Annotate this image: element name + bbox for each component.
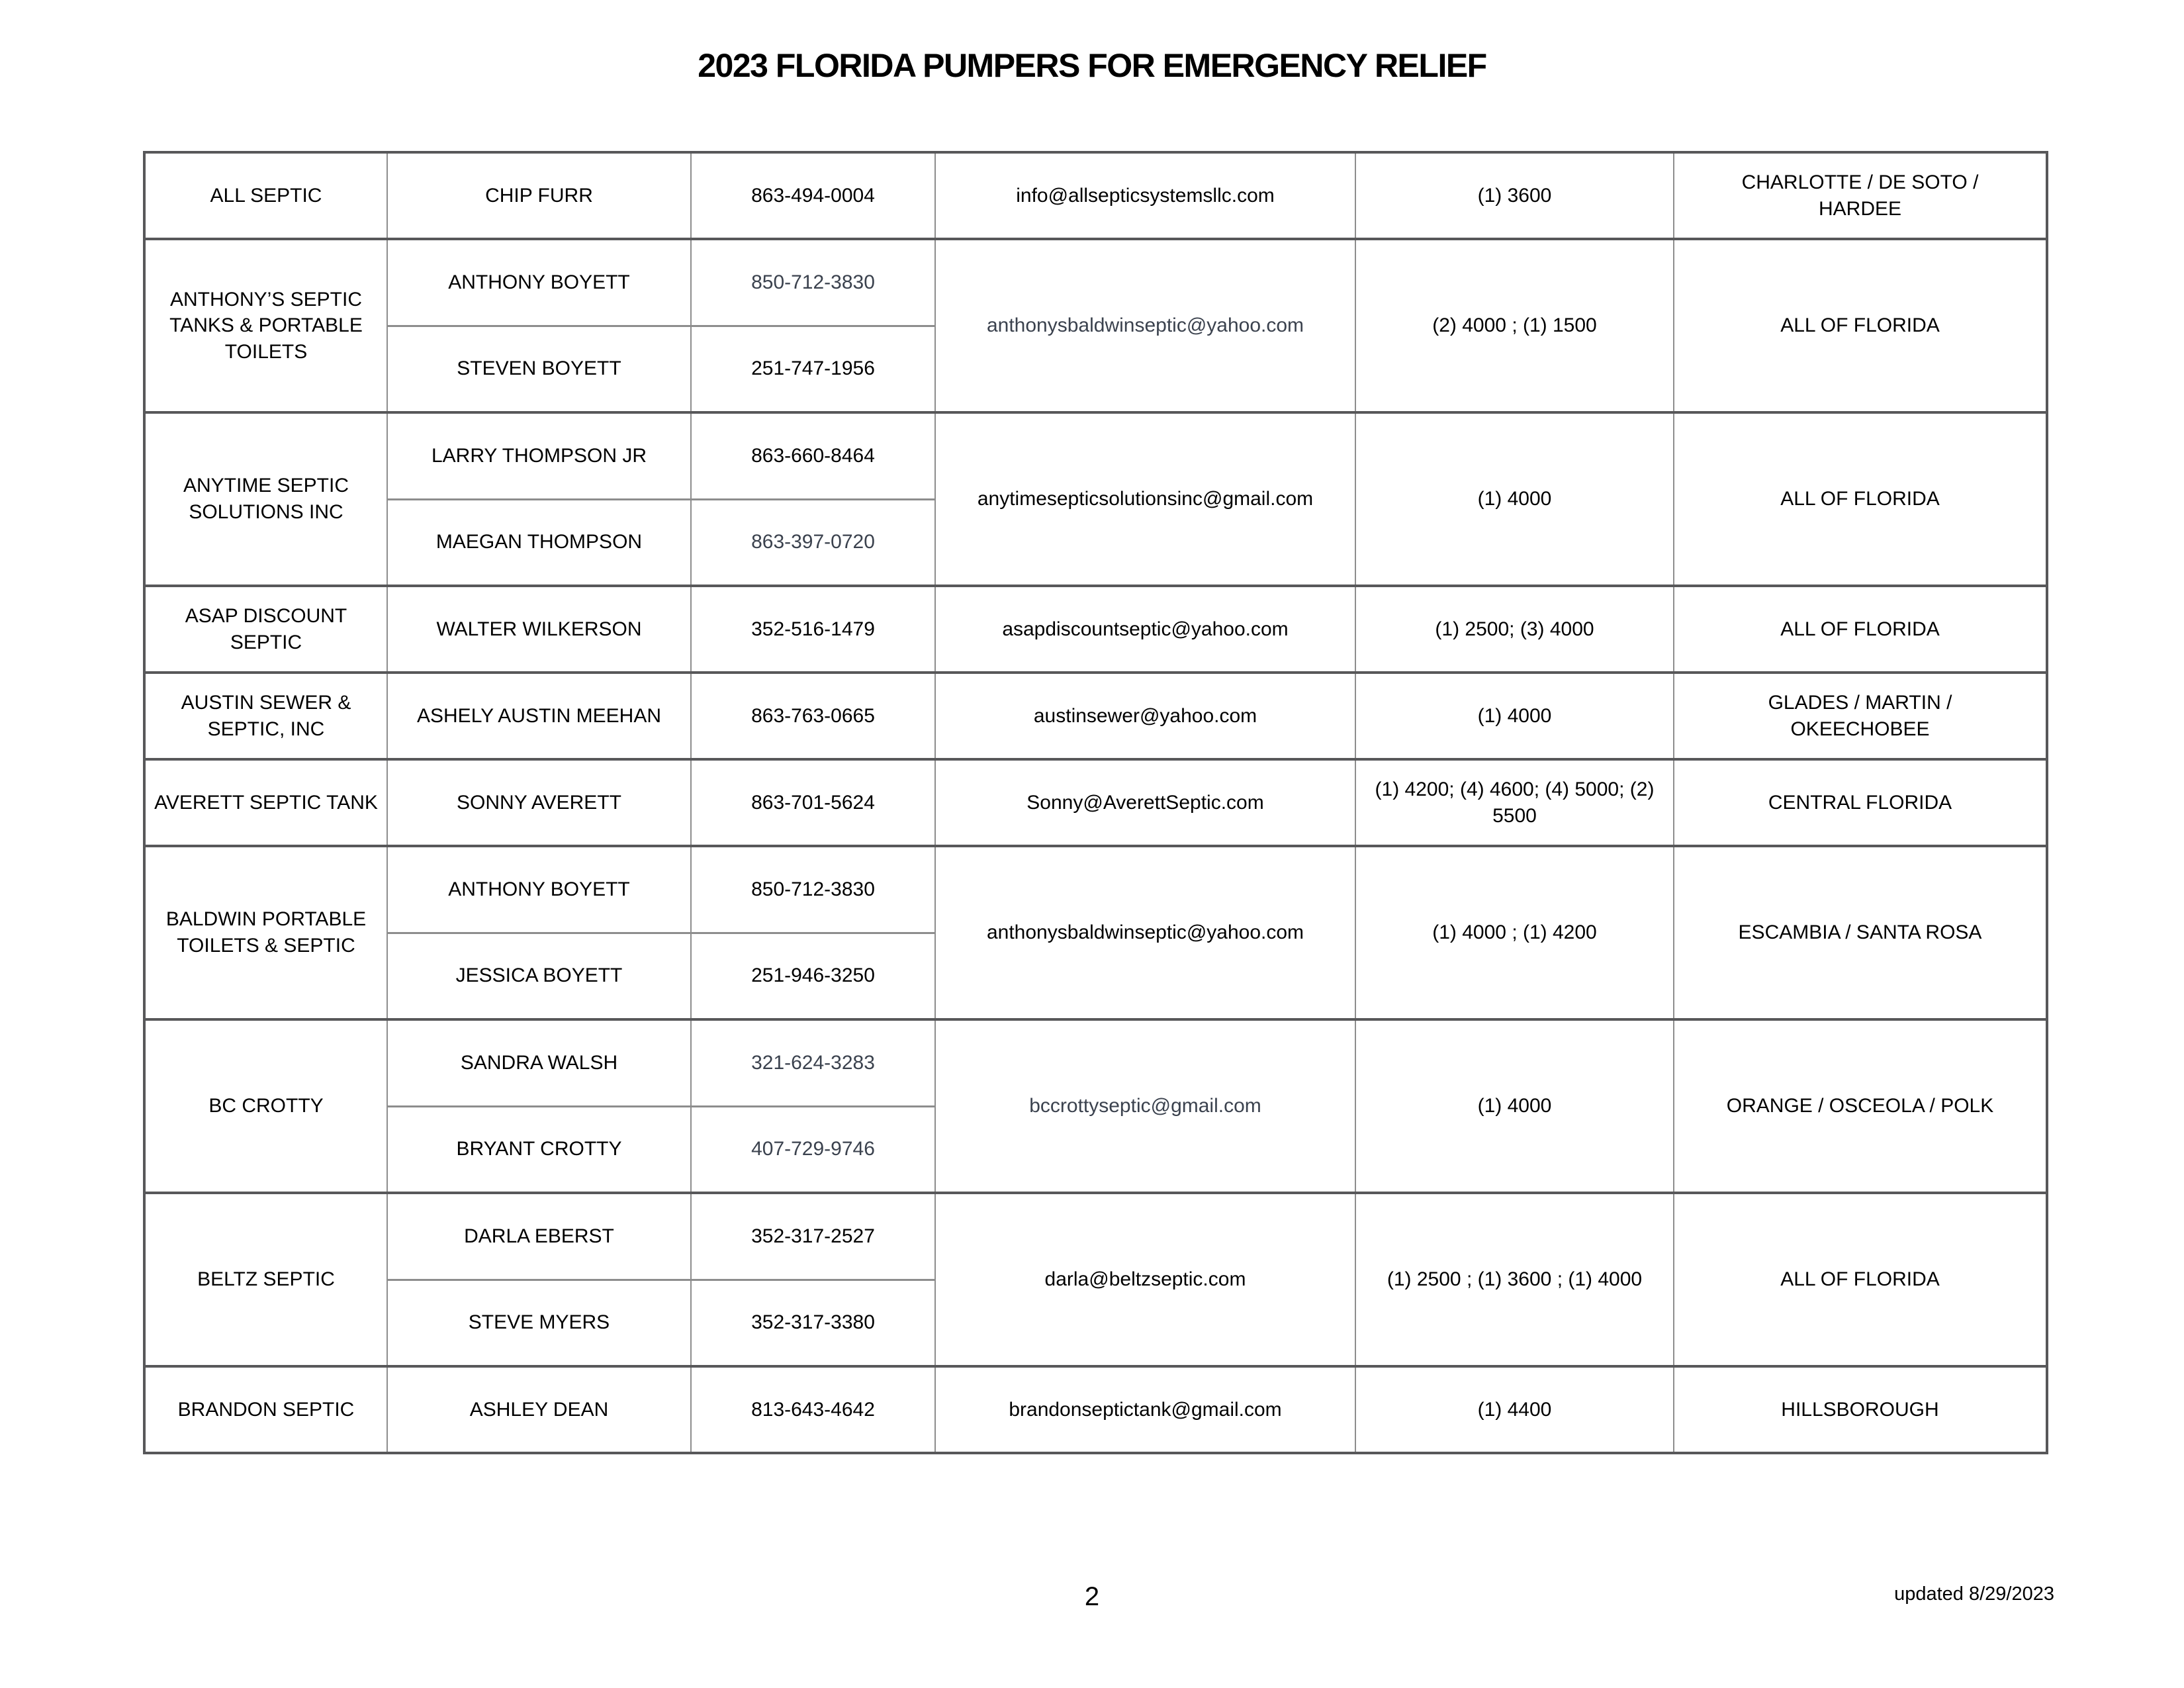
company-cell: ANYTIME SEPTIC SOLUTIONS INC bbox=[144, 412, 387, 586]
email-link[interactable]: anthonysbaldwinseptic@yahoo.com bbox=[935, 239, 1355, 412]
region-cell: CHARLOTTE / DE SOTO / HARDEE bbox=[1674, 152, 2047, 239]
email-cell: darla@beltzseptic.com bbox=[935, 1193, 1355, 1366]
region-cell: ALL OF FLORIDA bbox=[1674, 239, 2047, 412]
contact-cell: STEVEN BOYETT bbox=[387, 326, 691, 412]
phone-cell: 251-946-3250 bbox=[691, 933, 935, 1019]
contact-cell: STEVE MYERS bbox=[387, 1280, 691, 1366]
updated-date: updated 8/29/2023 bbox=[1894, 1583, 2054, 1605]
company-cell: BELTZ SEPTIC bbox=[144, 1193, 387, 1366]
phone-cell: 251-747-1956 bbox=[691, 326, 935, 412]
email-cell: info@allsepticsystemsllc.com bbox=[935, 152, 1355, 239]
capacity-cell: (1) 4200; (4) 4600; (4) 5000; (2) 5500 bbox=[1355, 759, 1674, 846]
email-cell: anytimesepticsolutionsinc@gmail.com bbox=[935, 412, 1355, 586]
capacity-cell: (1) 3600 bbox=[1355, 152, 1674, 239]
contact-cell: BRYANT CROTTY bbox=[387, 1106, 691, 1193]
phone-cell: 850-712-3830 bbox=[691, 846, 935, 933]
phone-link[interactable]: 321-624-3283 bbox=[691, 1019, 935, 1106]
table-row bbox=[144, 1366, 2047, 1453]
region-cell: ESCAMBIA / SANTA ROSA bbox=[1674, 846, 2047, 1019]
email-link[interactable]: bccrottyseptic@gmail.com bbox=[935, 1019, 1355, 1193]
pumpers-table bbox=[143, 151, 2048, 1454]
email-cell: asapdiscountseptic@yahoo.com bbox=[935, 586, 1355, 673]
phone-cell: 863-763-0665 bbox=[691, 673, 935, 759]
region-cell: ALL OF FLORIDA bbox=[1674, 1193, 2047, 1366]
contact-cell: MAEGAN THOMPSON bbox=[387, 499, 691, 586]
company-cell: BRANDON SEPTIC bbox=[144, 1366, 387, 1453]
table-row bbox=[144, 412, 2047, 499]
capacity-cell: (2) 4000 ; (1) 1500 bbox=[1355, 239, 1674, 412]
phone-cell: 352-317-2527 bbox=[691, 1193, 935, 1280]
contact-cell: WALTER WILKERSON bbox=[387, 586, 691, 673]
table-row bbox=[144, 673, 2047, 759]
email-cell: anthonysbaldwinseptic@yahoo.com bbox=[935, 846, 1355, 1019]
contact-cell: SONNY AVERETT bbox=[387, 759, 691, 846]
phone-link[interactable]: 407-729-9746 bbox=[691, 1106, 935, 1193]
table-row bbox=[144, 1019, 2047, 1106]
contact-cell: CHIP FURR bbox=[387, 152, 691, 239]
company-cell: BALDWIN PORTABLE TOILETS & SEPTIC bbox=[144, 846, 387, 1019]
capacity-cell: (1) 4000 ; (1) 4200 bbox=[1355, 846, 1674, 1019]
company-cell: AVERETT SEPTIC TANK bbox=[144, 759, 387, 846]
page-title: 2023 FLORIDA PUMPERS FOR EMERGENCY RELIEF bbox=[698, 47, 1486, 84]
table-row bbox=[144, 586, 2047, 673]
contact-cell: ASHLEY DEAN bbox=[387, 1366, 691, 1453]
company-cell: ANTHONY’S SEPTIC TANKS & PORTABLE TOILETS bbox=[144, 239, 387, 412]
phone-cell: 352-516-1479 bbox=[691, 586, 935, 673]
phone-link[interactable]: 850-712-3830 bbox=[691, 239, 935, 326]
phone-cell: 813-643-4642 bbox=[691, 1366, 935, 1453]
phone-cell: 863-660-8464 bbox=[691, 412, 935, 499]
region-cell: ALL OF FLORIDA bbox=[1674, 586, 2047, 673]
email-cell: brandonseptictank@gmail.com bbox=[935, 1366, 1355, 1453]
region-cell: GLADES / MARTIN / OKEECHOBEE bbox=[1674, 673, 2047, 759]
capacity-cell: (1) 4000 bbox=[1355, 1019, 1674, 1193]
contact-cell: LARRY THOMPSON JR bbox=[387, 412, 691, 499]
region-cell: HILLSBOROUGH bbox=[1674, 1366, 2047, 1453]
table-row bbox=[144, 846, 2047, 933]
phone-cell: 352-317-3380 bbox=[691, 1280, 935, 1366]
table-row bbox=[144, 759, 2047, 846]
contact-cell: JESSICA BOYETT bbox=[387, 933, 691, 1019]
capacity-cell: (1) 4000 bbox=[1355, 673, 1674, 759]
email-cell: austinsewer@yahoo.com bbox=[935, 673, 1355, 759]
phone-cell: 863-701-5624 bbox=[691, 759, 935, 846]
table-row bbox=[144, 152, 2047, 239]
contact-cell: ANTHONY BOYETT bbox=[387, 846, 691, 933]
region-cell: ALL OF FLORIDA bbox=[1674, 412, 2047, 586]
region-cell: ORANGE / OSCEOLA / POLK bbox=[1674, 1019, 2047, 1193]
contact-cell: SANDRA WALSH bbox=[387, 1019, 691, 1106]
region-cell: CENTRAL FLORIDA bbox=[1674, 759, 2047, 846]
email-cell: Sonny@AverettSeptic.com bbox=[935, 759, 1355, 846]
company-cell: AUSTIN SEWER & SEPTIC, INC bbox=[144, 673, 387, 759]
company-cell: BC CROTTY bbox=[144, 1019, 387, 1193]
contact-cell: ASHELY AUSTIN MEEHAN bbox=[387, 673, 691, 759]
contact-cell: ANTHONY BOYETT bbox=[387, 239, 691, 326]
phone-link[interactable]: 863-397-0720 bbox=[691, 499, 935, 586]
contact-cell: DARLA EBERST bbox=[387, 1193, 691, 1280]
page-number: 2 bbox=[1084, 1582, 1100, 1611]
phone-cell: 863-494-0004 bbox=[691, 152, 935, 239]
company-cell: ALL SEPTIC bbox=[144, 152, 387, 239]
capacity-cell: (1) 2500 ; (1) 3600 ; (1) 4000 bbox=[1355, 1193, 1674, 1366]
table-row bbox=[144, 1193, 2047, 1280]
capacity-cell: (1) 4000 bbox=[1355, 412, 1674, 586]
capacity-cell: (1) 4400 bbox=[1355, 1366, 1674, 1453]
table-row bbox=[144, 239, 2047, 326]
company-cell: ASAP DISCOUNT SEPTIC bbox=[144, 586, 387, 673]
capacity-cell: (1) 2500; (3) 4000 bbox=[1355, 586, 1674, 673]
